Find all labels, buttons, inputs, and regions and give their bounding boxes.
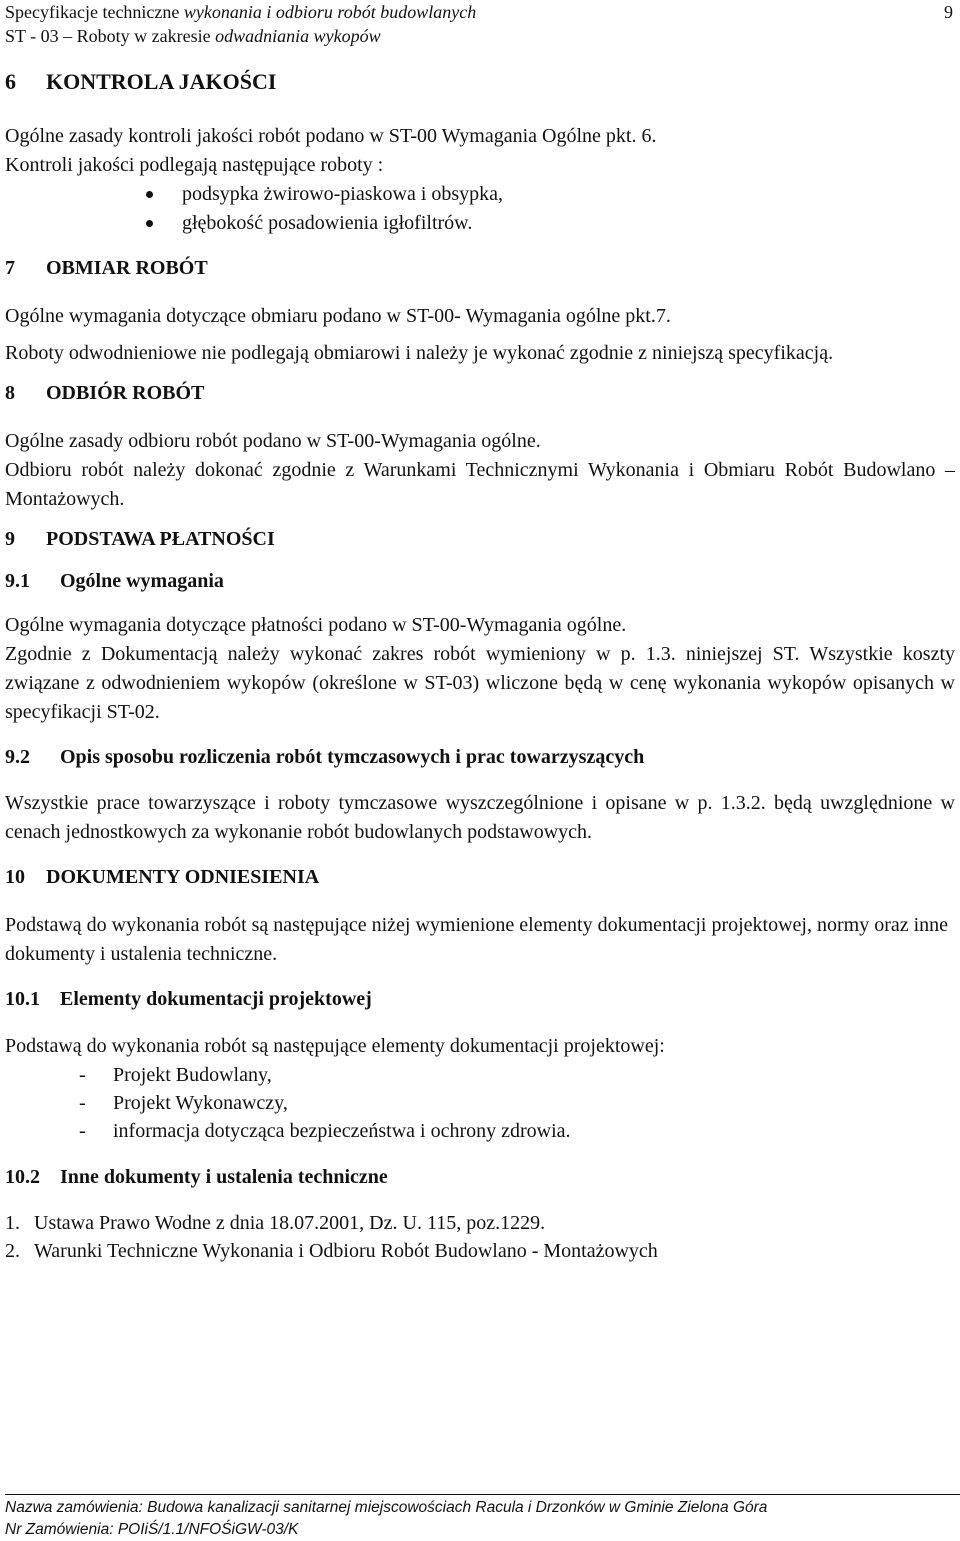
section-6-bullet-list bbox=[5, 180, 955, 238]
section-title: OBMIAR ROBÓT bbox=[46, 257, 208, 279]
subsection-number: 10.1 bbox=[5, 988, 40, 1010]
list-item bbox=[5, 1237, 955, 1265]
dash-marker: - bbox=[79, 1120, 86, 1142]
dash-marker: - bbox=[79, 1092, 86, 1114]
section-8-heading bbox=[5, 380, 955, 406]
list-item bbox=[5, 1061, 955, 1089]
section-title: ODBIÓR ROBÓT bbox=[46, 382, 205, 404]
section-number: 10 bbox=[5, 866, 25, 888]
subsection-10-1-heading bbox=[5, 986, 955, 1012]
header-subtitle-plain: ST - 03 – Roboty w zakresie bbox=[5, 26, 216, 46]
list-item-number: 1. bbox=[5, 1212, 20, 1234]
section-number: 9 bbox=[5, 528, 15, 550]
section-7-heading bbox=[5, 255, 955, 281]
subsection-9-1-paragraph-1: Ogólne wymagania dotyczące płatności podano w ST-00-Wymagania ogólne. bbox=[5, 614, 627, 636]
list-item bbox=[5, 180, 955, 209]
section-title: DOKUMENTY ODNIESIENIA bbox=[46, 866, 320, 888]
section-number: 6 bbox=[5, 69, 16, 94]
list-item bbox=[5, 209, 955, 238]
subsection-title: Opis sposobu rozliczenia robót tymczasowych i prac towarzyszących bbox=[60, 746, 645, 768]
subsection-9-1-paragraph-2: Zgodnie z Dokumentacją należy wykonać zakres robót wymieniony w p. 1.3. niniejszej ST. Wszystkie koszty związane z odwodnieniem wykopów (określone w ST-03) wliczone będą w cenę wykonania wykopów opisanych w specyfikacji ST-02. bbox=[5, 643, 955, 723]
section-9-heading bbox=[5, 526, 955, 552]
list-item-number: 2. bbox=[5, 1240, 20, 1262]
section-title: KONTROLA JAKOŚCI bbox=[46, 69, 277, 94]
subsection-number: 9.2 bbox=[5, 746, 30, 768]
list-item bbox=[5, 1209, 955, 1237]
document-body bbox=[5, 68, 955, 1265]
section-8-paragraph-2: Odbioru robót należy dokonać zgodnie z Warunkami Technicznymi Wykonania i Obmiaru Robót Budowlano – Montażowych. bbox=[5, 459, 955, 510]
list-item bbox=[5, 1117, 955, 1145]
list-item bbox=[5, 1089, 955, 1117]
subsection-title: Inne dokumenty i ustalenia techniczne bbox=[60, 1166, 388, 1188]
footer-order-name: Nazwa zamówienia: Budowa kanalizacji sanitarnej miejscowościach Racula i Drzonków w Gminie Zielona Góra bbox=[5, 1499, 768, 1516]
list-item-text: głębokość posadowienia igłofiltrów. bbox=[182, 212, 473, 234]
section-7-paragraph-1: Ogólne wymagania dotyczące obmiaru podano w ST-00- Wymagania ogólne pkt.7. bbox=[5, 305, 671, 327]
subsection-number: 9.1 bbox=[5, 570, 30, 592]
header-subtitle-italic: odwadniania wykopów bbox=[215, 26, 381, 46]
subsection-10-2-numbered-list bbox=[5, 1209, 955, 1265]
bullet-icon bbox=[146, 191, 153, 198]
subsection-9-2-paragraph-1: Wszystkie prace towarzyszące i roboty tymczasowe wyszczególnione i opisane w p. 1.3.2. będą uwzględnione w cenach jednostkowych za wykonanie robót budowlanych podstawowych. bbox=[5, 792, 955, 843]
section-6-paragraph-1: Ogólne zasady kontroli jakości robót podano w ST-00 Wymagania Ogólne pkt. 6. bbox=[5, 125, 657, 147]
footer-order-number: Nr Zamówienia: POIiŚ/1.1/NFOŚiGW-03/K bbox=[5, 1521, 299, 1538]
list-item-text: Projekt Wykonawczy, bbox=[113, 1092, 288, 1114]
list-item-text: Warunki Techniczne Wykonania i Odbioru Robót Budowlano - Montażowych bbox=[34, 1240, 658, 1262]
dash-marker: - bbox=[79, 1064, 86, 1086]
section-title: PODSTAWA PŁATNOŚCI bbox=[46, 528, 275, 550]
header-subtitle-line bbox=[5, 24, 960, 48]
subsection-9-2-heading bbox=[5, 744, 955, 770]
header-title-line bbox=[5, 0, 960, 24]
section-8-paragraph-1: Ogólne zasady odbioru robót podano w ST-00-Wymagania ogólne. bbox=[5, 430, 541, 452]
header-title-italic: wykonania i odbioru robót budowlanych bbox=[183, 2, 477, 22]
section-6-paragraph-2: Kontroli jakości podlegają następujące roboty : bbox=[5, 154, 384, 176]
section-6-heading bbox=[5, 68, 955, 96]
list-item-text: podsypka żwirowo-piaskowa i obsypka, bbox=[182, 183, 504, 205]
section-10-paragraph-1: Podstawą do wykonania robót są następujące niżej wymienione elementy dokumentacji projektowej, normy oraz inne dokumenty i ustalenia techniczne. bbox=[5, 914, 949, 965]
subsection-9-1-heading bbox=[5, 568, 955, 594]
page-header bbox=[5, 0, 960, 48]
section-number: 7 bbox=[5, 257, 15, 279]
subsection-title: Ogólne wymagania bbox=[60, 570, 224, 592]
list-item-text: Projekt Budowlany, bbox=[113, 1064, 272, 1086]
section-10-heading bbox=[5, 864, 955, 890]
page-number: 9 bbox=[944, 2, 953, 22]
header-title-plain: Specyfikacje techniczne bbox=[5, 2, 184, 22]
subsection-title: Elementy dokumentacji projektowej bbox=[60, 988, 372, 1010]
subsection-10-1-paragraph-1: Podstawą do wykonania robót są następujące elementy dokumentacji projektowej: bbox=[5, 1035, 665, 1057]
section-number: 8 bbox=[5, 382, 15, 404]
page-footer bbox=[5, 1494, 960, 1541]
subsection-10-2-heading bbox=[5, 1164, 955, 1190]
list-item-text: informacja dotycząca bezpieczeństwa i ochrony zdrowia. bbox=[113, 1120, 571, 1142]
list-item-text: Ustawa Prawo Wodne z dnia 18.07.2001, Dz. U. 115, poz.1229. bbox=[34, 1212, 546, 1234]
subsection-10-1-dash-list bbox=[5, 1061, 955, 1145]
bullet-icon bbox=[146, 220, 153, 227]
subsection-number: 10.2 bbox=[5, 1166, 40, 1188]
section-7-paragraph-2: Roboty odwodnieniowe nie podlegają obmiarowi i należy je wykonać zgodnie z niniejszą specyfikacją. bbox=[5, 342, 834, 364]
